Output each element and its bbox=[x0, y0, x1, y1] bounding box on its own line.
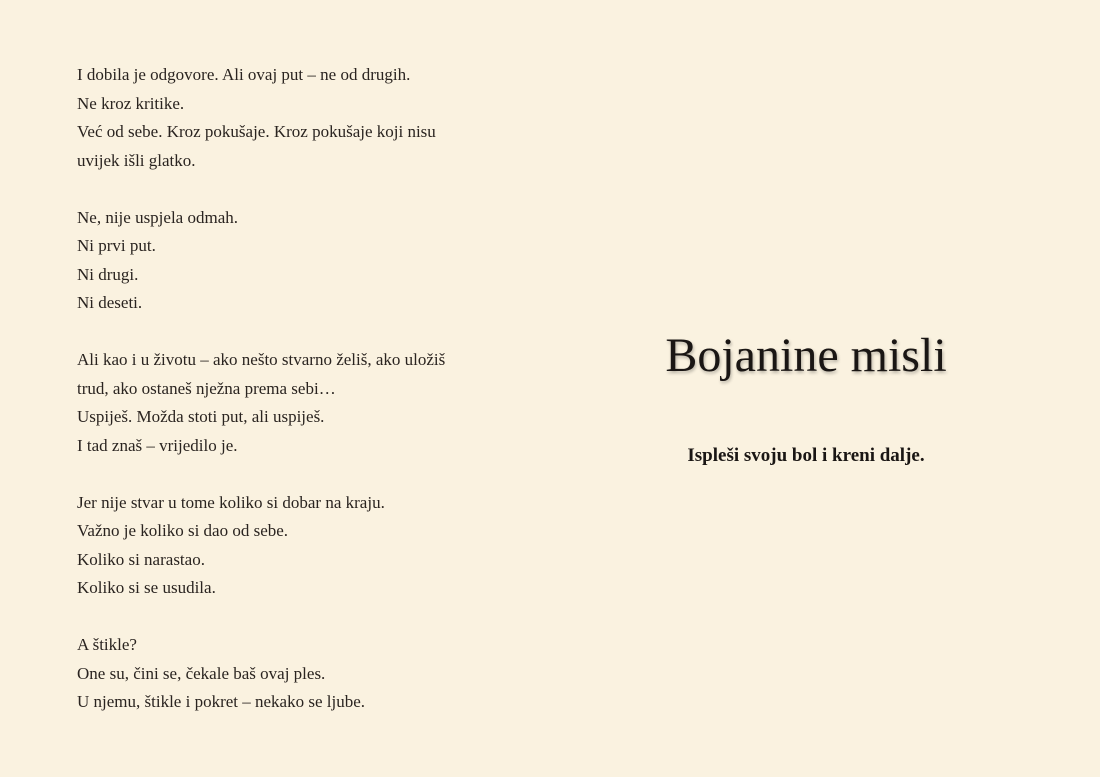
text-line: Ne kroz kritike. bbox=[77, 93, 185, 113]
stanza bbox=[77, 346, 577, 460]
text-line: Uspiješ. Možda stoti put, ali uspiješ. bbox=[77, 407, 325, 426]
text-line: Ne, nije uspjela odmah. bbox=[77, 207, 238, 227]
text-line: Jer nije stvar u tome koliko si dobar na kraju. bbox=[77, 492, 385, 512]
text-line: trud, ako ostaneš nježna prema sebi… bbox=[77, 378, 336, 398]
left-page-text bbox=[77, 61, 577, 745]
text-line: uvijek išli glatko. bbox=[77, 150, 196, 170]
text-line: Ni deseti. bbox=[77, 293, 143, 312]
text-line: Ni prvi put. bbox=[77, 236, 156, 255]
text-line: Već od sebe. Kroz pokušaje. Kroz pokušaje koji nisu bbox=[77, 122, 436, 141]
text-line: Ni drugi. bbox=[77, 264, 139, 284]
text-line: One su, čini se, čekale baš ovaj ples. bbox=[77, 663, 326, 683]
text-line: Koliko si se usudila. bbox=[77, 578, 216, 597]
text-line: A štikle? bbox=[77, 635, 137, 654]
text-line: U njemu, štikle i pokret – nekako se ljube. bbox=[77, 692, 365, 711]
stanza bbox=[77, 489, 577, 603]
text-line: I dobila je odgovore. Ali ovaj put – ne od drugih. bbox=[77, 65, 411, 84]
stanza bbox=[77, 631, 577, 717]
book-subtitle: Ispleši svoju bol i kreni dalje. bbox=[687, 445, 925, 466]
book-title: Bojanine misli bbox=[665, 329, 947, 382]
text-line: Ali kao i u životu – ako nešto stvarno želiš, ako uložiš bbox=[77, 350, 446, 369]
text-line: Važno je koliko si dao od sebe. bbox=[77, 521, 289, 540]
text-line: Koliko si narastao. bbox=[77, 549, 205, 569]
stanza bbox=[77, 61, 577, 175]
text-line: I tad znaš – vrijedilo je. bbox=[77, 435, 238, 455]
stanza bbox=[77, 204, 577, 318]
